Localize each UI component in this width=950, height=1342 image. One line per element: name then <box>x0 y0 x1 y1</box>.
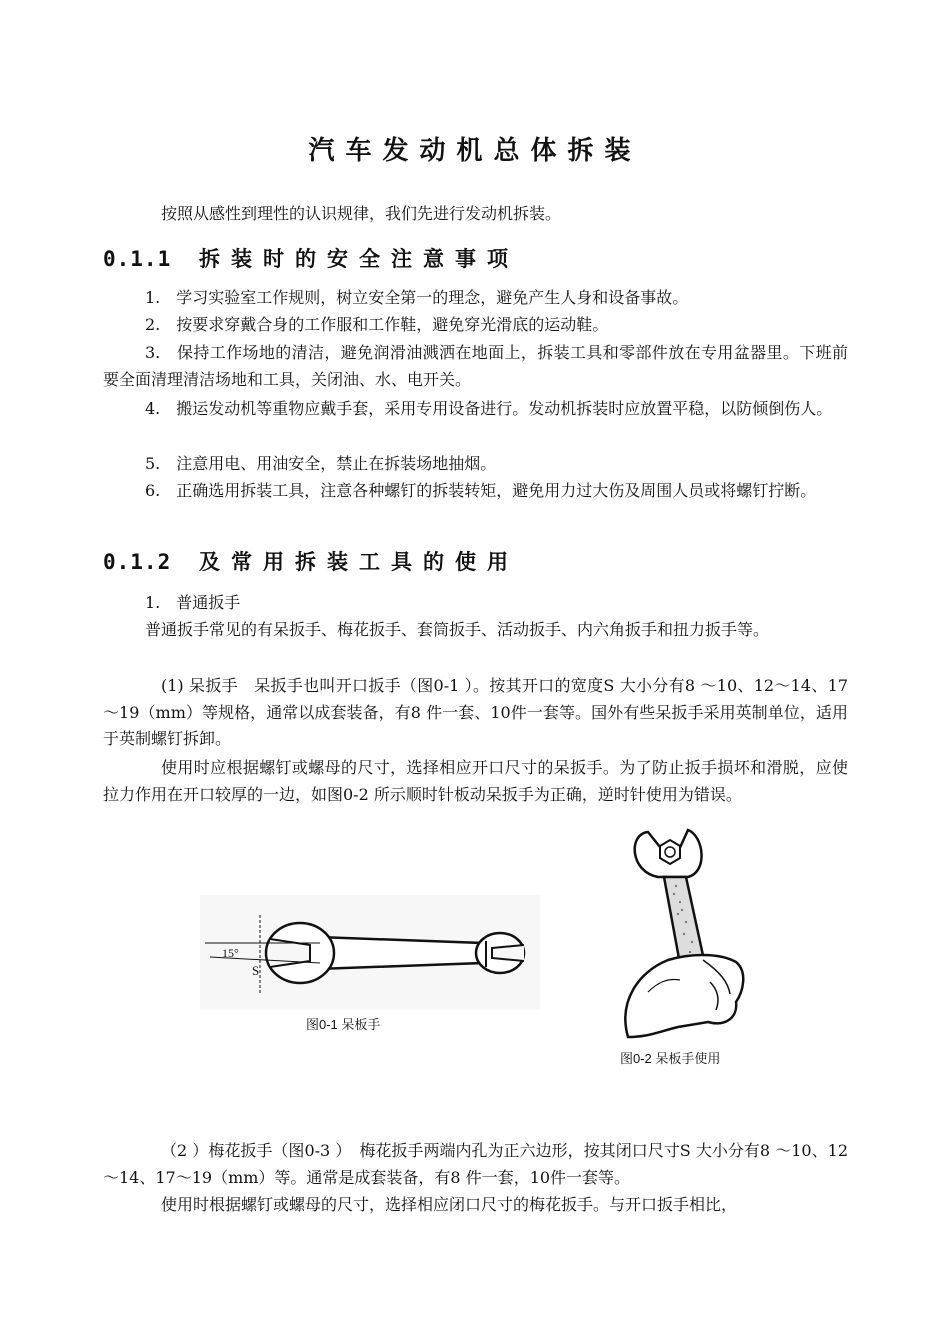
list-item: 2. 按要求穿戴合身的工作服和工作鞋，避免穿光滑底的运动鞋。 <box>145 315 609 334</box>
list-item: 3. 保持工作场地的清洁，避免润滑油溅洒在地面上，拆装工具和零部件放在专用盆器里。下班前要全面清理清洁场地和工具，关闭油、水、电开关。 <box>103 343 848 389</box>
section-number: 0.1.1 <box>103 247 172 271</box>
open-end-wrench-figure <box>200 895 540 1010</box>
paragraph: 使用时应根据螺钉或螺母的尺寸，选择相应开口尺寸的呆扳手。为了防止扳手损坏和滑脱，应使拉力作用在开口较厚的一边，如图0-2 所示顺时针板动呆扳手为正确，逆时针使用为错误。 <box>103 758 848 804</box>
paragraph: （2 ）梅花扳手（图0-3 ） 梅花扳手两端内孔为正六边形，按其闭口尺寸S 大小分有8 ～10、12～14、17～19（mm）等。通常是成套装备，有8 件一套，10件一套等。 <box>103 1141 848 1187</box>
section-number: 0.1.2 <box>103 550 172 574</box>
section-heading-1 <box>103 243 519 273</box>
wrench-usage-figure <box>608 822 768 1042</box>
intro-paragraph: 按照从感性到理性的认识规律，我们先进行发动机拆装。 <box>161 204 562 223</box>
figure-caption: 图0-1 呆板手 <box>306 1017 381 1032</box>
section-title: 及常用拆装工具的使用 <box>199 550 519 574</box>
paragraph: 使用时根据螺钉或螺母的尺寸，选择相应闭口尺寸的梅花扳手。与开口扳手相比， <box>161 1195 738 1214</box>
list-item: 6. 正确选用拆装工具，注意各种螺钉的拆装转矩，避免用力过大伤及周围人员或将螺钉拧断。 <box>145 481 817 500</box>
subheading: 1. 普通扳手 <box>145 593 241 612</box>
list-item: 5. 注意用电、用油安全，禁止在拆装场地抽烟。 <box>145 454 497 473</box>
section-title: 拆装时的安全注意事项 <box>199 247 519 271</box>
paragraph: 普通扳手常见的有呆扳手、梅花扳手、套筒扳手、活动扳手、内六角扳手和扭力扳手等。 <box>145 620 770 639</box>
paragraph: (1) 呆扳手 呆扳手也叫开口扳手（图0-1 ）。按其开口的宽度S 大小分有8 ～10、12～14、17～19（mm）等规格，通常以成套装备，有8 件一套、10件一套等。国外有些呆扳手采用英制单位，适用于英制螺钉拆卸。 <box>103 676 848 748</box>
angle-label: 15° <box>222 946 239 960</box>
section-heading-2 <box>103 546 519 576</box>
list-item: 4. 搬运发动机等重物应戴手套，采用专用设备进行。发动机拆装时应放置平稳，以防倾倒伤人。 <box>145 399 833 418</box>
list-item: 1. 学习实验室工作规则，树立安全第一的理念，避免产生人身和设备事故。 <box>145 288 689 307</box>
page-title: 汽车发动机总体拆装 <box>308 136 642 166</box>
figure-caption: 图0-2 呆板手使用 <box>620 1051 721 1066</box>
width-label: S <box>252 963 260 978</box>
